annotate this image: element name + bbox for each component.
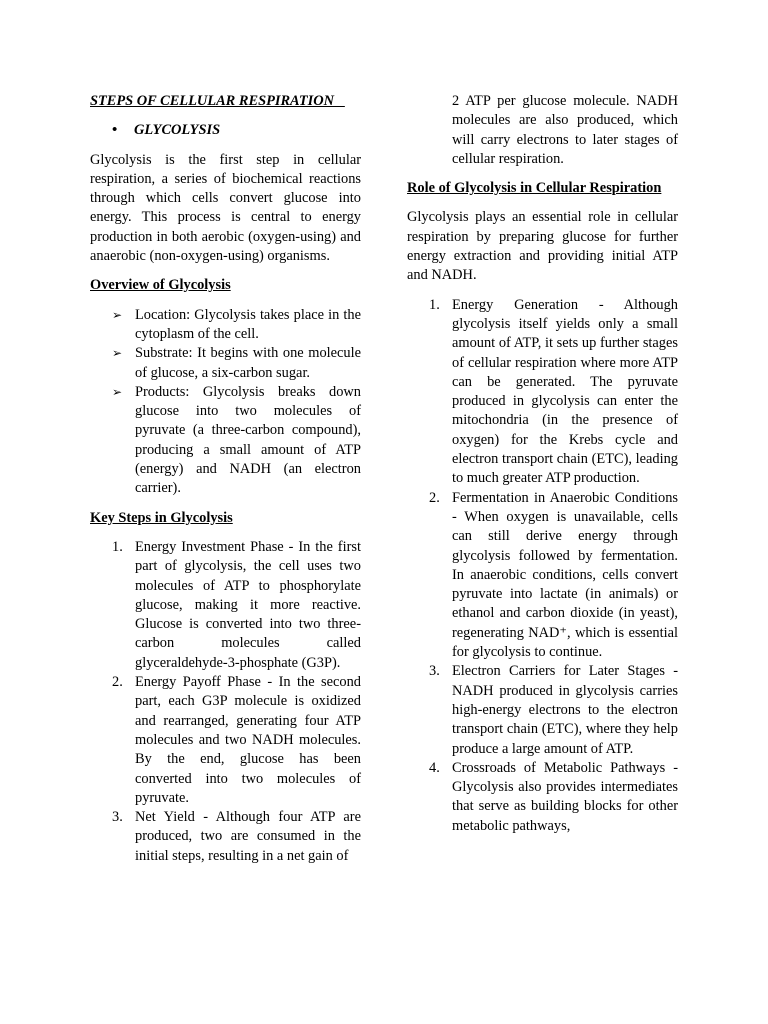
list-item: 2. Fermentation in Anaerobic Conditions - When oxygen is unavailable, cells can still derive energy through glycolysis followed by fermentation. In anaerobic conditions, cells convert pyruvate into lactate (in animals) or ethanol and carbon dioxide (in yeast), regenerating NAD⁺, which is essential for glycolysis to continue. xyxy=(407,489,678,663)
role-intro-paragraph: Glycolysis plays an essential role in cellular respiration by preparing glucose for further energy extraction and providing initial ATP and NADH. xyxy=(407,209,678,284)
bullet-icon: • xyxy=(112,122,118,139)
glycolysis-heading xyxy=(90,121,361,140)
glycolysis-heading-text: GLYCOLYSIS xyxy=(134,122,221,139)
list-number: 1. xyxy=(112,538,123,555)
list-item: 3. Electron Carriers for Later Stages - NADH produced in glycolysis carries high-energy electrons to the electron transport chain (ETC), where they help produce a large amount of ATP. xyxy=(407,662,678,758)
role-heading: Role of Glycolysis in Cellular Respiration xyxy=(407,180,662,197)
list-item: ➢ Location: Glycolysis takes place in the cytoplasm of the cell. xyxy=(90,306,361,345)
key-steps-heading: Key Steps in Glycolysis xyxy=(90,509,233,526)
list-number: 3. xyxy=(429,663,440,680)
arrow-bullet-icon: ➢ xyxy=(112,346,123,361)
list-item: 1. Energy Generation - Although glycolysis itself yields only a small amount of ATP, it sets up further stages of cellular respiration where more ATP can be generated. The pyruvate produced in glycolysis can enter the mitochondria (in the presence of oxygen) for the Krebs cycle and electron transport chain (ETC), leading to much greater ATP production. xyxy=(407,296,678,489)
list-number: 3. xyxy=(112,809,123,826)
list-item: 1. Energy Investment Phase - In the first part of glycolysis, the cell uses two molecules of ATP to phosphorylate glucose, making it more reactive. Glucose is converted into two three-carbon molecules called glyceraldehyde-3-phosphate (G3P). xyxy=(90,538,361,673)
list-number: 4. xyxy=(429,759,440,776)
arrow-bullet-icon: ➢ xyxy=(112,307,123,322)
net-yield-continuation: 2 ATP per glucose molecule. NADH molecules are also produced, which will carry electrons to later stages of cellular respiration. xyxy=(452,93,678,167)
right-column xyxy=(407,92,678,846)
role-list xyxy=(407,296,678,836)
list-item: ➢ Substrate: It begins with one molecule of glucose, a six-carbon sugar. xyxy=(90,344,361,383)
left-column xyxy=(90,92,361,876)
key-steps-list xyxy=(90,538,361,866)
list-item: ➢ Products: Glycolysis breaks down glucose into two molecules of pyruvate (a three-carbon compound), producing a small amount of ATP (energy) and NADH (an electron carrier). xyxy=(90,383,361,499)
document-title: STEPS OF CELLULAR RESPIRATION xyxy=(90,93,345,109)
list-item: 2. Energy Payoff Phase - In the second part, each G3P molecule is oxidized and rearranged, generating four ATP molecules and two NADH molecules. By the end, glucose has been converted into two molecules of pyruvate. xyxy=(90,673,361,808)
overview-heading: Overview of Glycolysis xyxy=(90,277,231,294)
list-number: 2. xyxy=(112,674,123,691)
overview-list xyxy=(90,306,361,499)
intro-paragraph: Glycolysis is the first step in cellular respiration, a series of biochemical reactions through which cells convert glucose into energy. This process is central to energy production in both aerobic (oxygen-using) and anaerobic (non-oxygen-using) organisms. xyxy=(90,151,361,265)
list-number: 2. xyxy=(429,489,440,506)
arrow-bullet-icon: ➢ xyxy=(112,384,123,399)
list-number: 1. xyxy=(429,296,440,313)
list-item: 4. Crossroads of Metabolic Pathways - Glycolysis also provides intermediates that serve as building blocks for other metabolic pathways, xyxy=(407,759,678,836)
list-item: 3. Net Yield - Although four ATP are produced, two are consumed in the initial steps, resulting in a net gain of xyxy=(90,808,361,866)
